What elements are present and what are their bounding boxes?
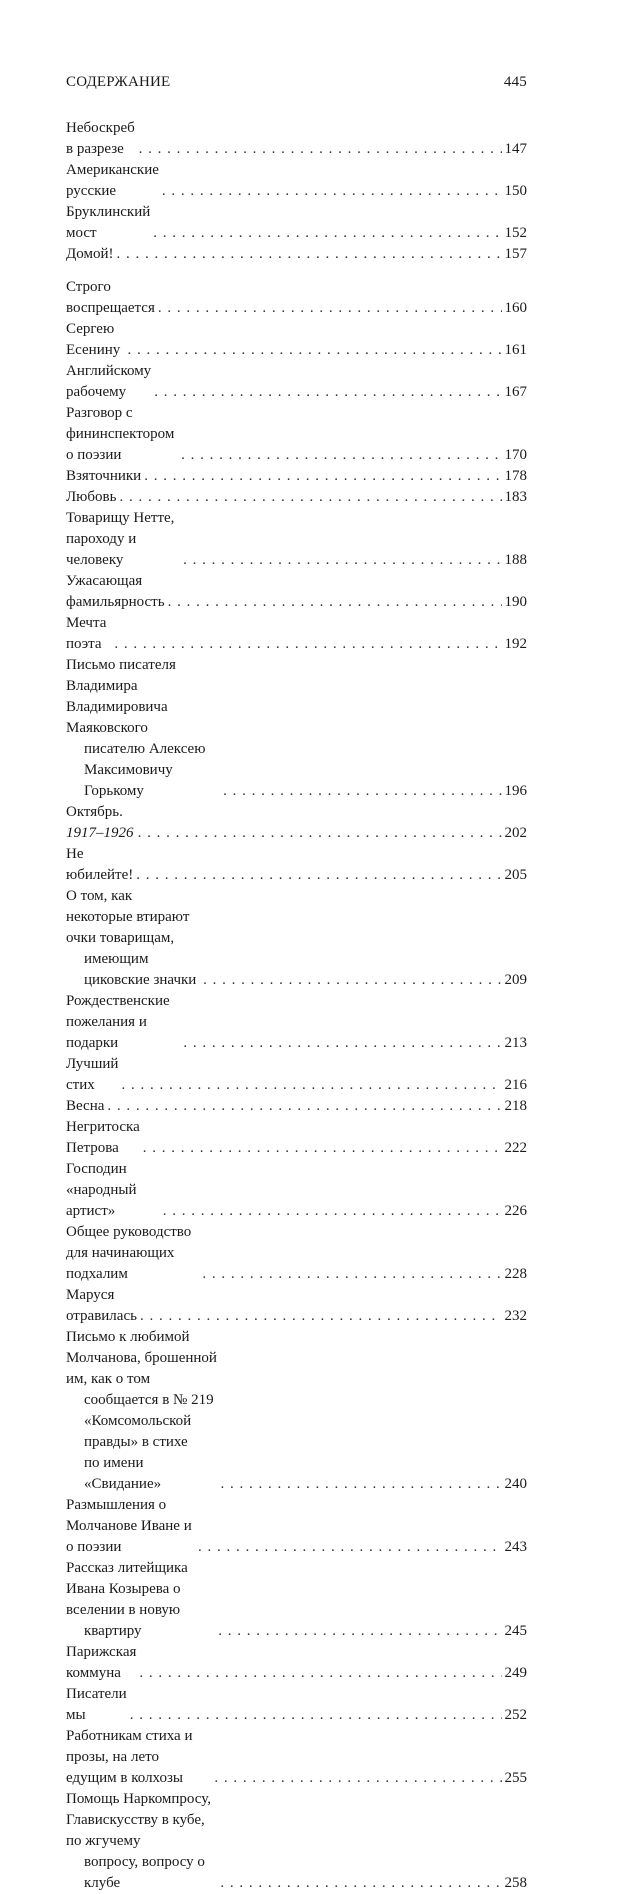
toc-entry-title xyxy=(66,1285,137,1327)
toc-entry[interactable] xyxy=(66,244,527,265)
toc-entry-title-text: Господин «народный артист» xyxy=(66,1161,137,1219)
toc-entry[interactable] xyxy=(66,1285,527,1327)
dot-leader xyxy=(119,487,501,508)
toc-entry-page: 243 xyxy=(504,1539,527,1555)
toc-entry-title xyxy=(66,1558,215,1642)
toc-entry-title-line xyxy=(66,1117,140,1159)
toc-entry-page: 202 xyxy=(504,825,527,841)
dot-leader xyxy=(114,634,501,655)
toc-entry-title xyxy=(66,319,124,361)
toc-entry-title-line xyxy=(66,118,136,160)
toc-entry-page: 249 xyxy=(504,1665,527,1681)
toc-entry[interactable] xyxy=(66,508,527,571)
toc-entry-title-line xyxy=(66,1726,211,1789)
toc-entry-page: 196 xyxy=(504,783,527,799)
toc-entry-title-text: сообщается в № 219 «Комсомольской правды» в стихе xyxy=(84,1392,214,1450)
toc-entry-title xyxy=(66,613,111,655)
toc-entry-title xyxy=(66,802,135,844)
toc-entry-title-line xyxy=(66,1285,137,1327)
dot-leader xyxy=(198,1537,501,1558)
dot-leader xyxy=(140,1306,502,1327)
toc-entry-title-text: имеющим циковские значки xyxy=(84,951,197,988)
toc-entry[interactable] xyxy=(66,118,527,160)
toc-entry-page: 205 xyxy=(504,867,527,883)
toc-entry[interactable] xyxy=(66,403,527,466)
toc-entry-title xyxy=(66,487,116,508)
toc-entry-title-text: Американские русские xyxy=(66,162,159,199)
toc-entry-page: 218 xyxy=(504,1098,527,1114)
toc-entry-page: 258 xyxy=(504,1875,527,1891)
toc-entry-title-text: Октябрь. xyxy=(66,804,123,820)
toc-entry-title xyxy=(66,1642,136,1684)
toc-entry-title-text: Рождественские пожелания и подарки xyxy=(66,993,170,1051)
toc-entry-title xyxy=(66,361,151,403)
toc-entry-title-text: вопросу, вопросу о клубе xyxy=(84,1854,205,1891)
toc-entry-page: 245 xyxy=(504,1623,527,1639)
dot-leader xyxy=(144,466,501,487)
toc-entry-title-text: Весна xyxy=(66,1098,105,1114)
toc-entry-title-line xyxy=(66,1222,199,1285)
dot-leader xyxy=(139,1663,501,1684)
toc-group xyxy=(66,118,527,265)
toc-entry-page: 252 xyxy=(504,1707,527,1723)
toc-entry-title-text: Сергею Есенину xyxy=(66,321,121,358)
dot-leader xyxy=(154,382,501,403)
toc-entry-title xyxy=(66,244,113,265)
toc-entry-title-line xyxy=(66,361,151,403)
toc-entry-title-line xyxy=(66,613,111,655)
dot-leader xyxy=(220,1873,501,1894)
toc-entry-title-line xyxy=(66,949,200,991)
toc-entry-title xyxy=(66,886,200,991)
section-title: СОДЕРЖАНИЕ xyxy=(66,74,171,90)
toc-entry[interactable] xyxy=(66,1117,527,1159)
toc-entry[interactable] xyxy=(66,1159,527,1222)
toc-entry-title-line xyxy=(66,1684,127,1726)
dot-leader xyxy=(181,445,501,466)
toc-entry-title-text: Маруся отравилась xyxy=(66,1287,137,1324)
toc-entry-page: 157 xyxy=(504,246,527,262)
toc-entry-title-text: Ужасающая фамильярность xyxy=(66,573,165,610)
toc-entry-page: 161 xyxy=(504,342,527,358)
toc-entry[interactable] xyxy=(66,1684,527,1726)
toc-entry-title xyxy=(66,655,220,802)
dot-leader xyxy=(107,1096,501,1117)
toc-entry[interactable] xyxy=(66,1642,527,1684)
toc-entry-title xyxy=(66,1096,104,1117)
toc-entry-title-line xyxy=(66,802,135,844)
toc-entry-title xyxy=(66,1327,217,1495)
toc-entry-title xyxy=(66,118,136,160)
toc-entry-title-text: Работникам стиха и прозы, на лето едущим в колхозы xyxy=(66,1728,193,1786)
toc-entry-title-text: Рассказ литейщика Ивана Козырева о вселении в новую xyxy=(66,1560,188,1618)
toc-entry-page: 216 xyxy=(504,1077,527,1093)
toc-entry-title xyxy=(66,991,180,1054)
dot-leader xyxy=(163,1201,502,1222)
toc-entry-title-text: Размышления о Молчанове Иване и о поэзии xyxy=(66,1497,192,1555)
toc-entry-title-line xyxy=(66,487,116,508)
toc-entry-page: 232 xyxy=(504,1308,527,1324)
toc-entry-title-text: писателю Алексею Максимовичу Горькому xyxy=(84,741,206,799)
dot-leader xyxy=(183,1033,501,1054)
toc-entry-page: 255 xyxy=(504,1770,527,1786)
toc-entry-title-line xyxy=(66,1327,217,1390)
toc-entry-title-text: О том, как некоторые втирают очки товарищам, xyxy=(66,888,190,946)
toc-entry-title xyxy=(66,1159,160,1222)
toc-entry-page: 167 xyxy=(504,384,527,400)
dot-leader xyxy=(162,181,502,202)
toc-entry-title-text: Домой! xyxy=(66,246,114,262)
toc-entry-title-line xyxy=(66,1453,217,1495)
dot-leader xyxy=(127,340,501,361)
toc-entry[interactable] xyxy=(66,277,527,319)
dot-leader xyxy=(202,1264,501,1285)
toc-entry-title-line xyxy=(66,991,180,1054)
toc-entry-title-line xyxy=(66,571,165,613)
toc-entry[interactable] xyxy=(66,319,527,361)
toc-entry-title-line xyxy=(66,1621,215,1642)
toc-entry-title-line xyxy=(66,1642,136,1684)
toc-entry-title-text: Парижская коммуна xyxy=(66,1644,137,1681)
toc-entry-title-line xyxy=(66,1852,217,1894)
toc-entry[interactable] xyxy=(66,1096,527,1117)
toc-entry[interactable] xyxy=(66,1789,527,1894)
toc-entry-title-line xyxy=(66,319,124,361)
toc-entry-title xyxy=(66,1054,118,1096)
toc-entry-title-text: Товарищу Нетте, пароходу и человеку xyxy=(66,510,175,568)
dot-leader xyxy=(136,865,501,886)
toc-entry-title-line xyxy=(66,160,159,202)
toc-entry-title-line xyxy=(66,244,113,265)
toc-entry-title-text: Бруклинский мост xyxy=(66,204,151,241)
dot-leader xyxy=(203,970,501,991)
toc-entry-title-text: Негритоска Петрова xyxy=(66,1119,140,1156)
toc-entry-page: 213 xyxy=(504,1035,527,1051)
toc-entry[interactable] xyxy=(66,1726,527,1789)
toc-entry-title xyxy=(66,571,165,613)
toc-entry-title-line xyxy=(66,1054,118,1096)
toc-entry-title-text: Письмо писателя Владимира Владимировича Маяковского xyxy=(66,657,176,736)
dot-leader xyxy=(183,550,501,571)
toc-entry-title xyxy=(66,466,141,487)
dot-leader xyxy=(143,1138,502,1159)
toc-entry-title xyxy=(66,508,180,571)
toc-entry-title-line xyxy=(66,844,133,886)
toc-entry-title-line xyxy=(66,1495,195,1558)
toc-entry-page: 150 xyxy=(504,183,527,199)
toc-entry-title-line xyxy=(66,1558,215,1621)
running-header xyxy=(66,74,527,91)
dot-leader xyxy=(168,592,502,613)
toc-entry-title-text: Строго воспрещается xyxy=(66,279,155,316)
dot-leader xyxy=(220,1474,501,1495)
toc-entry-title-text: Лучший стих xyxy=(66,1056,119,1093)
toc-entry-title-line xyxy=(66,886,200,949)
toc-entry[interactable] xyxy=(66,886,527,991)
toc-entry[interactable] xyxy=(66,655,527,802)
toc-entry-page: 240 xyxy=(504,1476,527,1492)
toc-entry-title-text: Небоскреб в разрезе xyxy=(66,120,135,157)
toc-entry-title xyxy=(66,1684,127,1726)
toc-entry-page: 170 xyxy=(504,447,527,463)
toc-entry-title xyxy=(66,202,150,244)
toc-entry-title xyxy=(66,160,159,202)
toc-entry-title-line xyxy=(66,1390,217,1453)
page-number: 445 xyxy=(503,74,527,90)
toc-entry-title xyxy=(66,844,133,886)
dot-leader xyxy=(139,139,502,160)
toc-entry[interactable] xyxy=(66,1558,527,1642)
toc-entry-title-text: Общее руководство для начинающих подхалим xyxy=(66,1224,192,1282)
dot-leader xyxy=(153,223,501,244)
toc-entry[interactable] xyxy=(66,571,527,613)
toc-entry-title-line xyxy=(66,508,180,571)
toc-entry-page: 160 xyxy=(504,300,527,316)
toc-entry-page: 226 xyxy=(504,1203,527,1219)
toc-entry[interactable] xyxy=(66,466,527,487)
dot-leader xyxy=(121,1075,501,1096)
toc-entry-page: 228 xyxy=(504,1266,527,1282)
toc-entry-title-line xyxy=(66,1789,217,1852)
toc-entry-title-italic: 1917–1926 xyxy=(66,825,134,841)
toc-entry[interactable] xyxy=(66,613,527,655)
toc-entry-title-text: Взяточники xyxy=(66,468,142,484)
toc-entry[interactable] xyxy=(66,1327,527,1495)
toc-entry-page: 188 xyxy=(504,552,527,568)
toc-entry-page: 209 xyxy=(504,972,527,988)
toc-entry-page: 190 xyxy=(504,594,527,610)
dot-leader xyxy=(214,1768,501,1789)
toc-entry-title-line xyxy=(66,739,220,802)
toc-entry-title-text: Письмо к любимой Молчанова, брошенной им, как о том xyxy=(66,1329,217,1387)
toc-entry-page: 222 xyxy=(504,1140,527,1156)
table-of-contents xyxy=(66,118,527,1894)
toc-entry-title-line xyxy=(66,403,178,466)
toc-entry[interactable] xyxy=(66,1054,527,1096)
toc-entry[interactable] xyxy=(66,160,527,202)
toc-entry[interactable] xyxy=(66,1495,527,1558)
toc-entry[interactable] xyxy=(66,202,527,244)
dot-leader xyxy=(218,1621,501,1642)
toc-entry-title xyxy=(66,1495,195,1558)
toc-group xyxy=(66,277,527,1894)
dot-leader xyxy=(138,823,502,844)
toc-entry-title xyxy=(66,1789,217,1894)
toc-entry-title-text: Мечта поэта xyxy=(66,615,107,652)
toc-entry-page: 152 xyxy=(504,225,527,241)
toc-entry-title-line xyxy=(66,655,220,739)
toc-entry-title xyxy=(66,1726,211,1789)
toc-entry-page: 178 xyxy=(504,468,527,484)
toc-entry-title-text: Любовь xyxy=(66,489,117,505)
toc-entry-page: 183 xyxy=(504,489,527,505)
toc-entry-title-text: Разговор с фининспектором о поэзии xyxy=(66,405,175,463)
toc-entry-title-line xyxy=(66,202,150,244)
toc-entry-title-line xyxy=(66,1159,160,1222)
toc-entry[interactable] xyxy=(66,1222,527,1285)
toc-entry[interactable] xyxy=(66,487,527,508)
toc-entry-title xyxy=(66,403,178,466)
toc-entry[interactable] xyxy=(66,802,527,844)
toc-entry-title-line xyxy=(66,277,155,319)
toc-entry-title xyxy=(66,1222,199,1285)
dot-leader xyxy=(130,1705,502,1726)
toc-entry-title xyxy=(66,277,155,319)
dot-leader xyxy=(116,244,501,265)
dot-leader xyxy=(158,298,502,319)
toc-entry-title-text: Помощь Наркомпросу, Главискусству в кубе, по жгучему xyxy=(66,1791,212,1849)
toc-entry-title-text: по имени «Свидание» xyxy=(84,1455,162,1492)
toc-entry[interactable] xyxy=(66,844,527,886)
toc-entry-title-text: Английскому рабочему xyxy=(66,363,152,400)
toc-entry-page: 192 xyxy=(504,636,527,652)
dot-leader xyxy=(223,781,501,802)
toc-entry-title-text: Не юбилейте! xyxy=(66,846,134,883)
toc-entry-page: 147 xyxy=(504,141,527,157)
toc-entry-title-text: Писатели мы xyxy=(66,1686,127,1723)
toc-entry[interactable] xyxy=(66,361,527,403)
toc-entry-title-line xyxy=(66,1096,104,1117)
toc-entry-title-line xyxy=(66,466,141,487)
toc-entry[interactable] xyxy=(66,991,527,1054)
toc-entry-title xyxy=(66,1117,140,1159)
toc-entry-title-text: квартиру xyxy=(84,1623,142,1639)
